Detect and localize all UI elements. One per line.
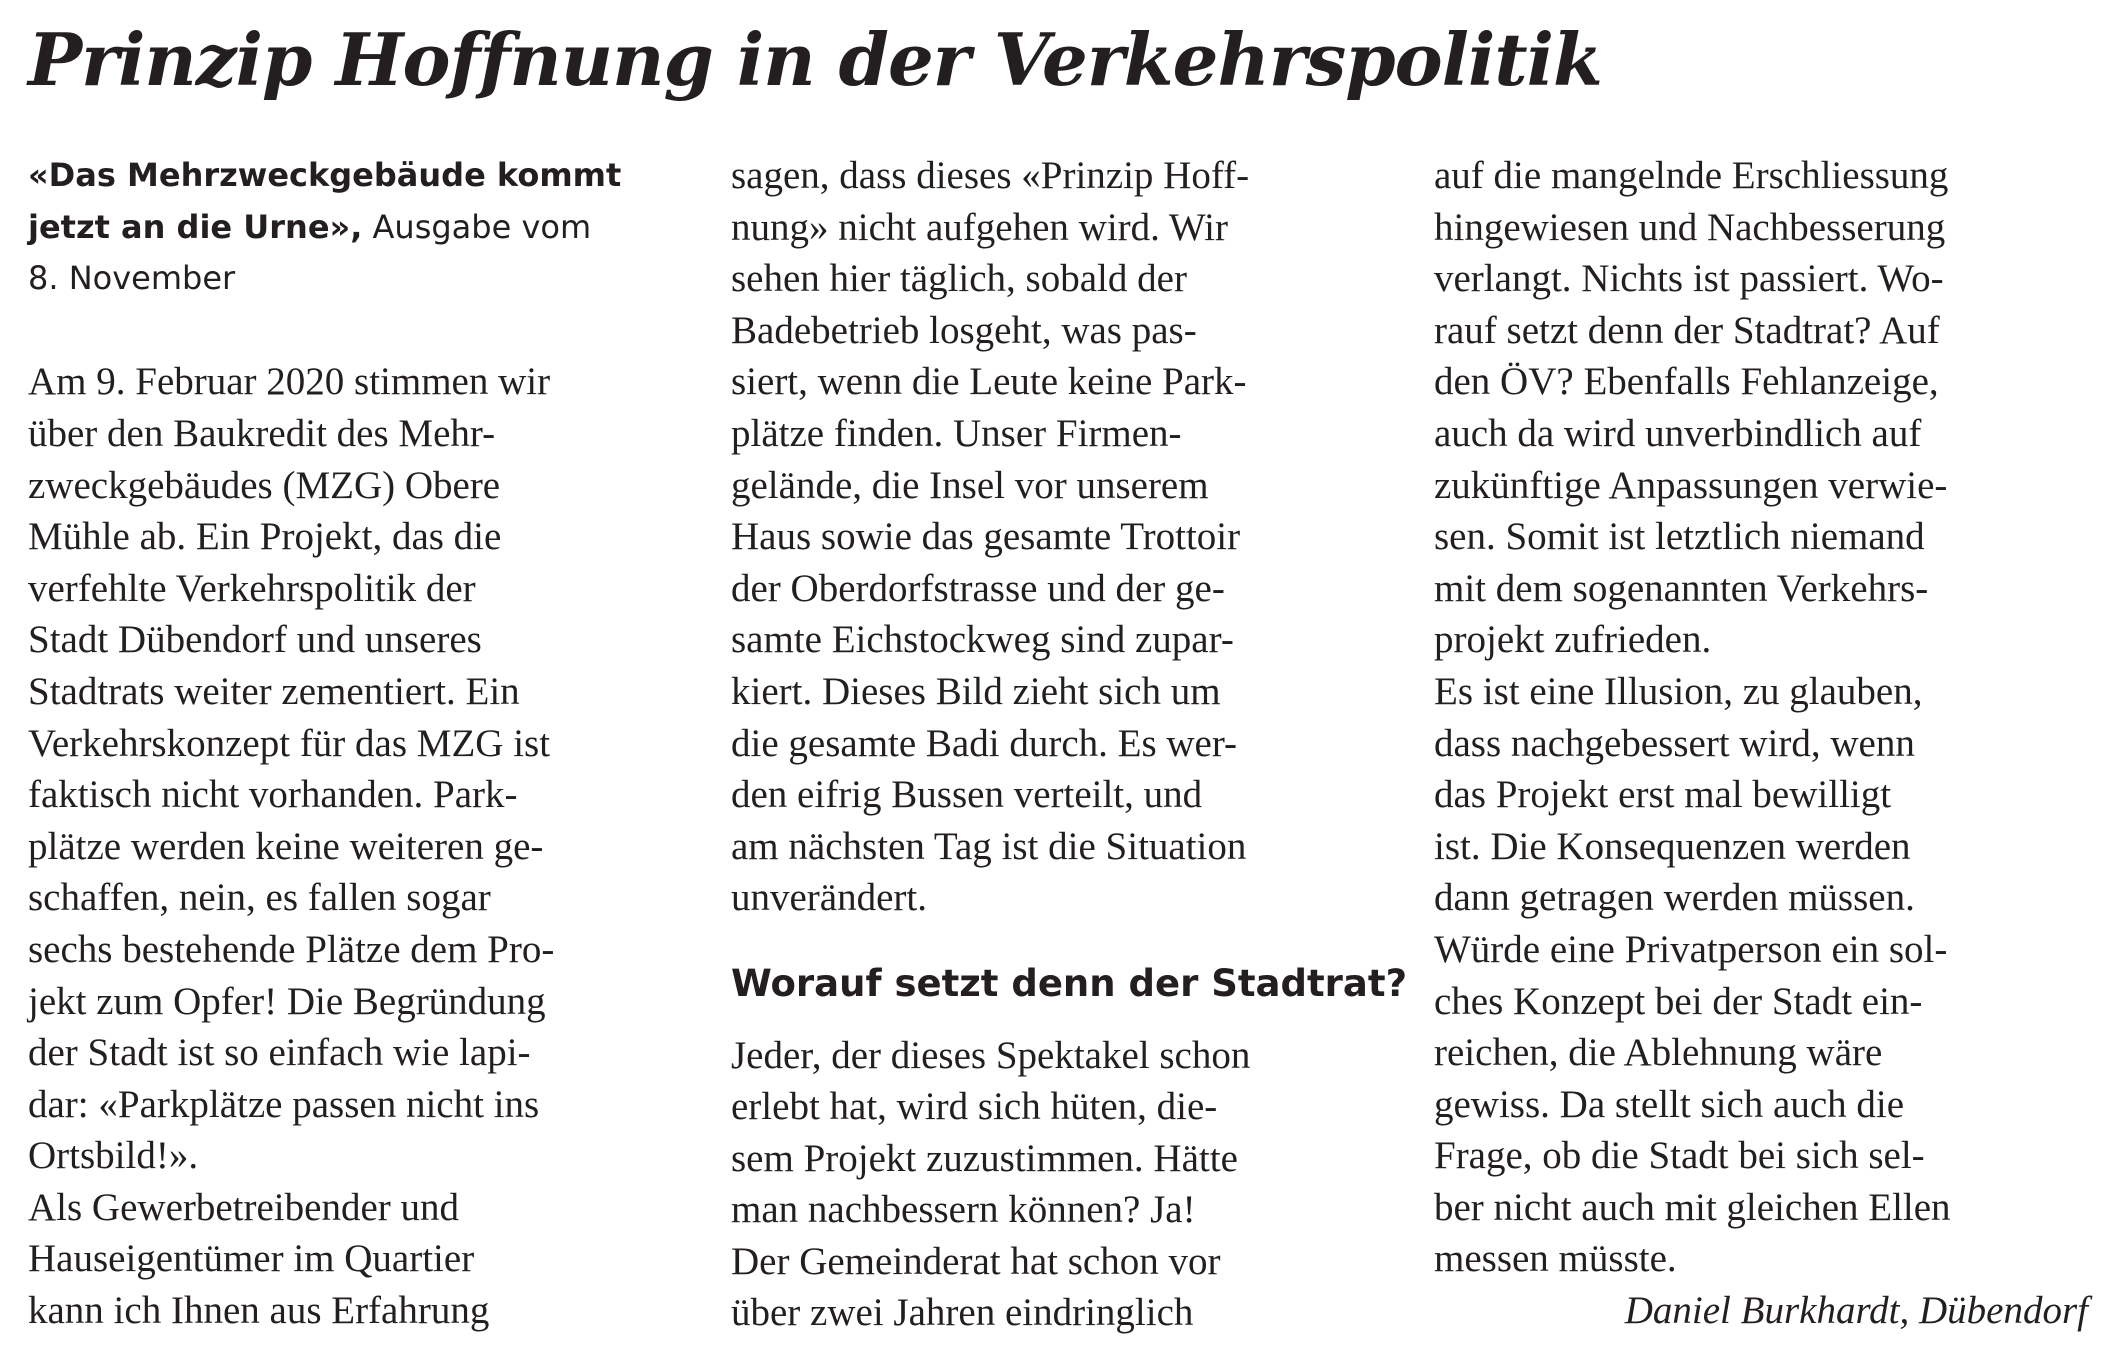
text-line: ches Konzept bei der Stadt ein- xyxy=(1434,979,1923,1023)
text-line: sehen hier täglich, sobald der xyxy=(731,257,1187,301)
text-line: Stadtrats weiter zementiert. Ein xyxy=(28,669,520,713)
text-line: dann getragen werden müssen. xyxy=(1434,876,1915,920)
text-line: Als Gewerbetreibender und xyxy=(28,1185,459,1229)
column-1 xyxy=(28,150,688,1337)
reference-line xyxy=(28,253,688,305)
text-line: über zwei Jahren eindringlich xyxy=(731,1291,1194,1335)
text-line: ist. Die Konsequenzen werden xyxy=(1434,824,1911,868)
text-line: ber nicht auch mit gleichen Ellen xyxy=(1434,1185,1951,1229)
text-line: Mühle ab. Ein Projekt, das die xyxy=(28,515,502,559)
text-line: Jeder, der dieses Spektakel schon xyxy=(731,1033,1251,1077)
text-line: gelände, die Insel vor unserem xyxy=(731,463,1209,507)
text-line: Frage, ob die Stadt bei sich sel- xyxy=(1434,1134,1925,1178)
text-line: kiert. Dieses Bild zieht sich um xyxy=(731,669,1221,713)
text-line: rauf setzt denn der Stadtrat? Auf xyxy=(1434,308,1940,352)
text-line: verlangt. Nichts ist passiert. Wo- xyxy=(1434,257,1944,301)
text-line: das Projekt erst mal bewilligt xyxy=(1434,773,1892,817)
text-line: Es ist eine Illusion, zu glauben, xyxy=(1434,669,1923,713)
text-line: Hauseigentümer im Quartier xyxy=(28,1237,475,1281)
reference-title: jetzt an die Urne», xyxy=(28,207,363,246)
text-line: unverändert. xyxy=(731,876,927,920)
column-2-body-top xyxy=(731,150,1391,924)
article-reference xyxy=(28,150,688,305)
reference-line xyxy=(28,150,688,202)
text-line: man nachbessern können? Ja! xyxy=(731,1188,1196,1232)
reference-title: «Das Mehrzweckgebäude kommt xyxy=(28,156,622,194)
page-title: Prinzip Hoffnung in der Verkehrspolitik xyxy=(28,17,1602,102)
text-line: jekt zum Opfer! Die Begründung xyxy=(28,979,546,1023)
text-line: den eifrig Bussen verteilt, und xyxy=(731,773,1203,817)
column-2-body-bottom xyxy=(731,1030,1391,1340)
text-line: die gesamte Badi durch. Es wer- xyxy=(731,721,1238,765)
text-line: auf die mangelnde Erschliessung xyxy=(1434,154,1949,197)
letter-page xyxy=(28,10,2088,1350)
text-line: der Oberdorfstrasse und der ge- xyxy=(731,566,1225,610)
reference-date: 8. November xyxy=(28,259,236,298)
text-line: sen. Somit ist letztlich niemand xyxy=(1434,515,1925,559)
paragraph-gap xyxy=(28,305,688,357)
text-line: Haus sowie das gesamte Trottoir xyxy=(731,515,1241,559)
text-line: auch da wird unverbindlich auf xyxy=(1434,411,1922,455)
text-line: projekt zufrieden. xyxy=(1434,618,1712,662)
text-line: sagen, dass dieses «Prinzip Hoff- xyxy=(731,154,1250,197)
author-signature: Daniel Burkhardt, Dübendorf xyxy=(1624,1289,2088,1333)
text-line: Stadt Dübendorf und unseres xyxy=(28,618,482,662)
text-line: Verkehrskonzept für das MZG ist xyxy=(28,721,551,765)
text-line: Ortsbild!». xyxy=(28,1134,199,1178)
text-line: kann ich Ihnen aus Erfahrung xyxy=(28,1289,490,1333)
text-line: siert, wenn die Leute keine Park- xyxy=(731,360,1247,404)
text-line: der Stadt ist so einfach wie lapi- xyxy=(28,1031,531,1075)
text-line: plätze werden keine weiteren ge- xyxy=(28,824,544,868)
column-3 xyxy=(1434,150,2094,1337)
text-line: gewiss. Da stellt sich auch die xyxy=(1434,1082,1905,1126)
text-line: Badebetrieb losgeht, was pas- xyxy=(731,308,1197,352)
reference-issue: Ausgabe vom xyxy=(362,207,592,246)
column-1-body xyxy=(28,356,688,1336)
text-line: sechs bestehende Plätze dem Pro- xyxy=(28,927,555,971)
text-line: über den Baukredit des Mehr- xyxy=(28,411,496,455)
text-line: dass nachgebessert wird, wenn xyxy=(1434,721,1915,765)
text-line: am nächsten Tag ist die Situation xyxy=(731,824,1247,868)
text-line: zukünftige Anpassungen verwie- xyxy=(1434,463,1948,507)
text-line: Am 9. Februar 2020 stimmen wir xyxy=(28,360,551,404)
text-line: sem Projekt zuzustimmen. Hätte xyxy=(731,1136,1238,1180)
text-line: mit dem sogenannten Verkehrs- xyxy=(1434,566,1929,610)
text-line: zweckgebäudes (MZG) Obere xyxy=(28,463,501,507)
text-line: verfehlte Verkehrspolitik der xyxy=(28,566,476,610)
text-line: faktisch nicht vorhanden. Park- xyxy=(28,773,518,817)
text-line: Würde eine Privatperson ein sol- xyxy=(1434,927,1948,971)
reference-line xyxy=(28,202,688,254)
column-2 xyxy=(731,150,1408,1339)
text-line: erlebt hat, wird sich hüten, die- xyxy=(731,1085,1218,1129)
text-line: messen müsste. xyxy=(1434,1237,1677,1281)
section-subheading: Worauf setzt denn der Stadtrat? xyxy=(731,961,1408,1005)
text-line: Der Gemeinderat hat schon vor xyxy=(731,1239,1221,1283)
text-line: reichen, die Ablehnung wäre xyxy=(1434,1031,1883,1075)
column-3-body xyxy=(1434,150,2094,1285)
text-line: hingewiesen und Nachbesserung xyxy=(1434,205,1946,249)
text-line: schaffen, nein, es fallen sogar xyxy=(28,876,491,920)
text-line: den ÖV? Ebenfalls Fehlanzeige, xyxy=(1434,360,1939,404)
text-line: nung» nicht aufgehen wird. Wir xyxy=(731,205,1229,249)
text-line: dar: «Parkplätze passen nicht ins xyxy=(28,1082,540,1126)
text-line: samte Eichstockweg sind zupar- xyxy=(731,618,1234,662)
text-line: plätze finden. Unser Firmen- xyxy=(731,411,1182,455)
